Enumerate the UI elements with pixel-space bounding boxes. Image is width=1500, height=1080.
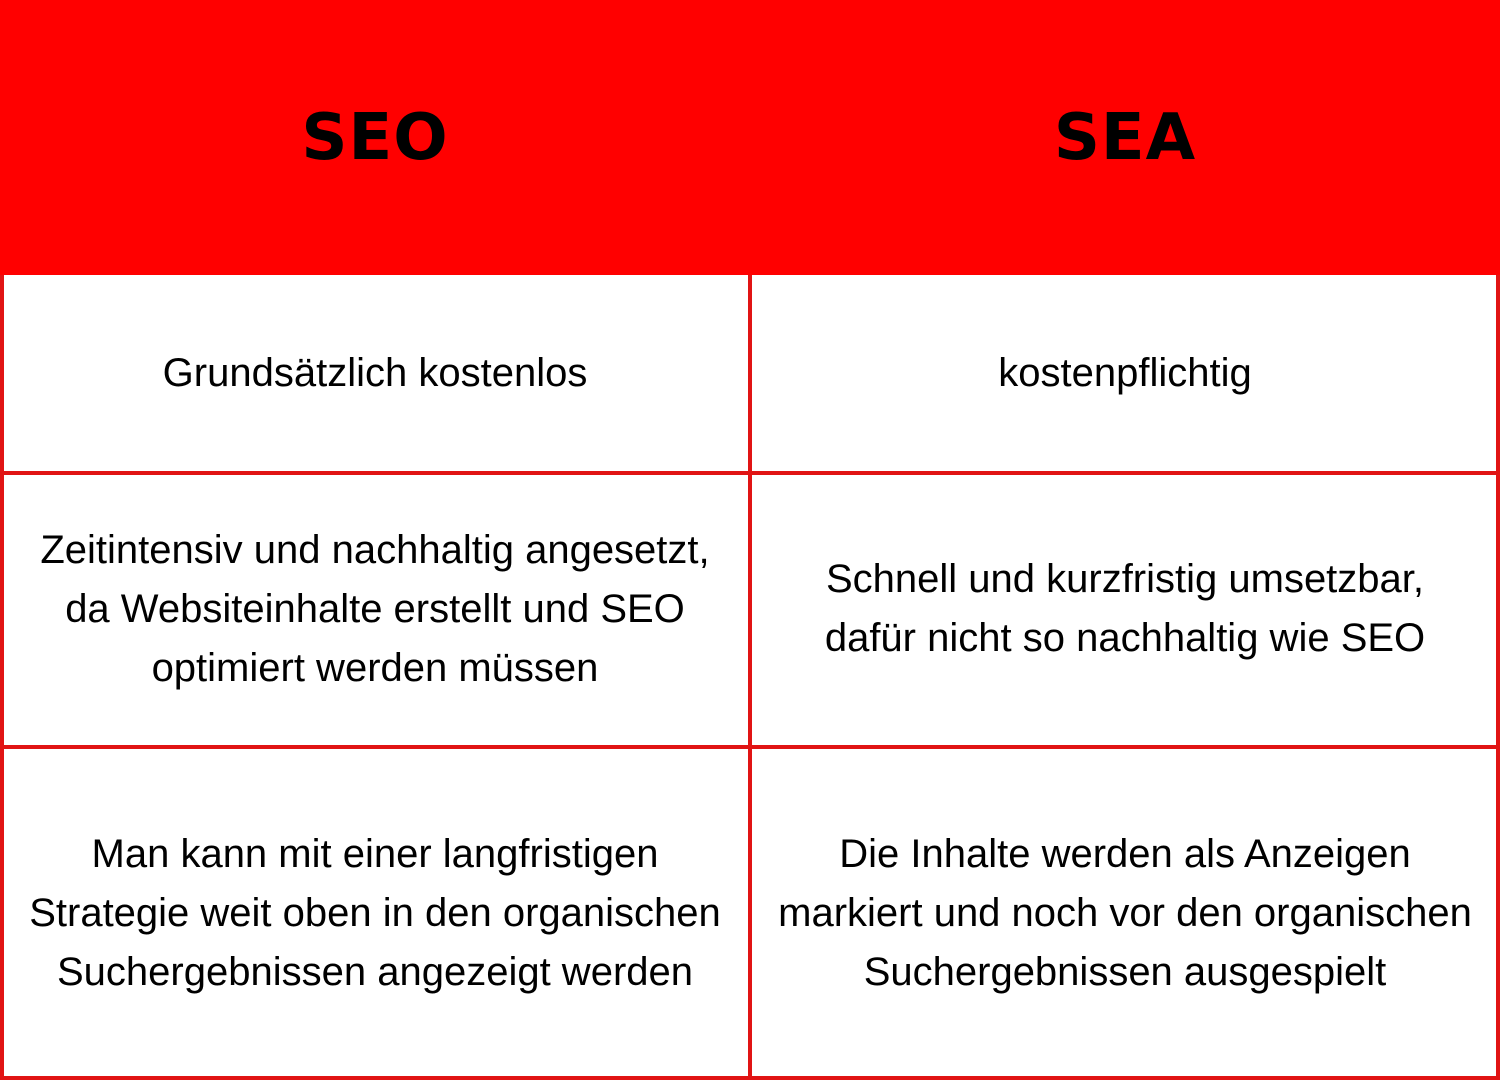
- grid-line-left: [0, 275, 4, 1080]
- sea-cell: [750, 746, 1500, 1080]
- sea-cell: [750, 472, 1500, 746]
- header-seo: SEO: [301, 100, 449, 175]
- sea-cell-text: Die Inhalte werden als Anzeigen markiert und noch vor den organischen Suchergebnissen ausgespielt: [778, 831, 1472, 994]
- seo-cell-text: Zeitintensiv und nachhaltig angesetzt, da Websiteinhalte erstellt und SEO optimiert werden müssen: [40, 527, 710, 690]
- grid-line-row-1: [0, 471, 1500, 475]
- table-header: [0, 0, 1500, 275]
- sea-cell-text: Schnell und kurzfristig umsetzbar, dafür nicht so nachhaltig wie SEO: [824, 557, 1426, 660]
- grid-line-row-2: [0, 745, 1500, 749]
- seo-cell-text: Man kann mit einer langfristigen Strategie weit oben in den organischen Suchergebnissen angezeigt werden: [29, 831, 721, 994]
- seo-cell: [0, 746, 750, 1080]
- seo-cell: [0, 472, 750, 746]
- sea-cell-text: kostenpflichtig: [998, 351, 1252, 395]
- grid-line-right: [1496, 275, 1500, 1080]
- grid-line-middle: [748, 275, 752, 1080]
- sea-cell: [750, 275, 1500, 472]
- grid-line-bottom: [0, 1076, 1500, 1080]
- header-sea: SEA: [1053, 100, 1197, 175]
- seo-cell-text: Grundsätzlich kostenlos: [162, 351, 588, 395]
- seo-cell: [0, 275, 750, 472]
